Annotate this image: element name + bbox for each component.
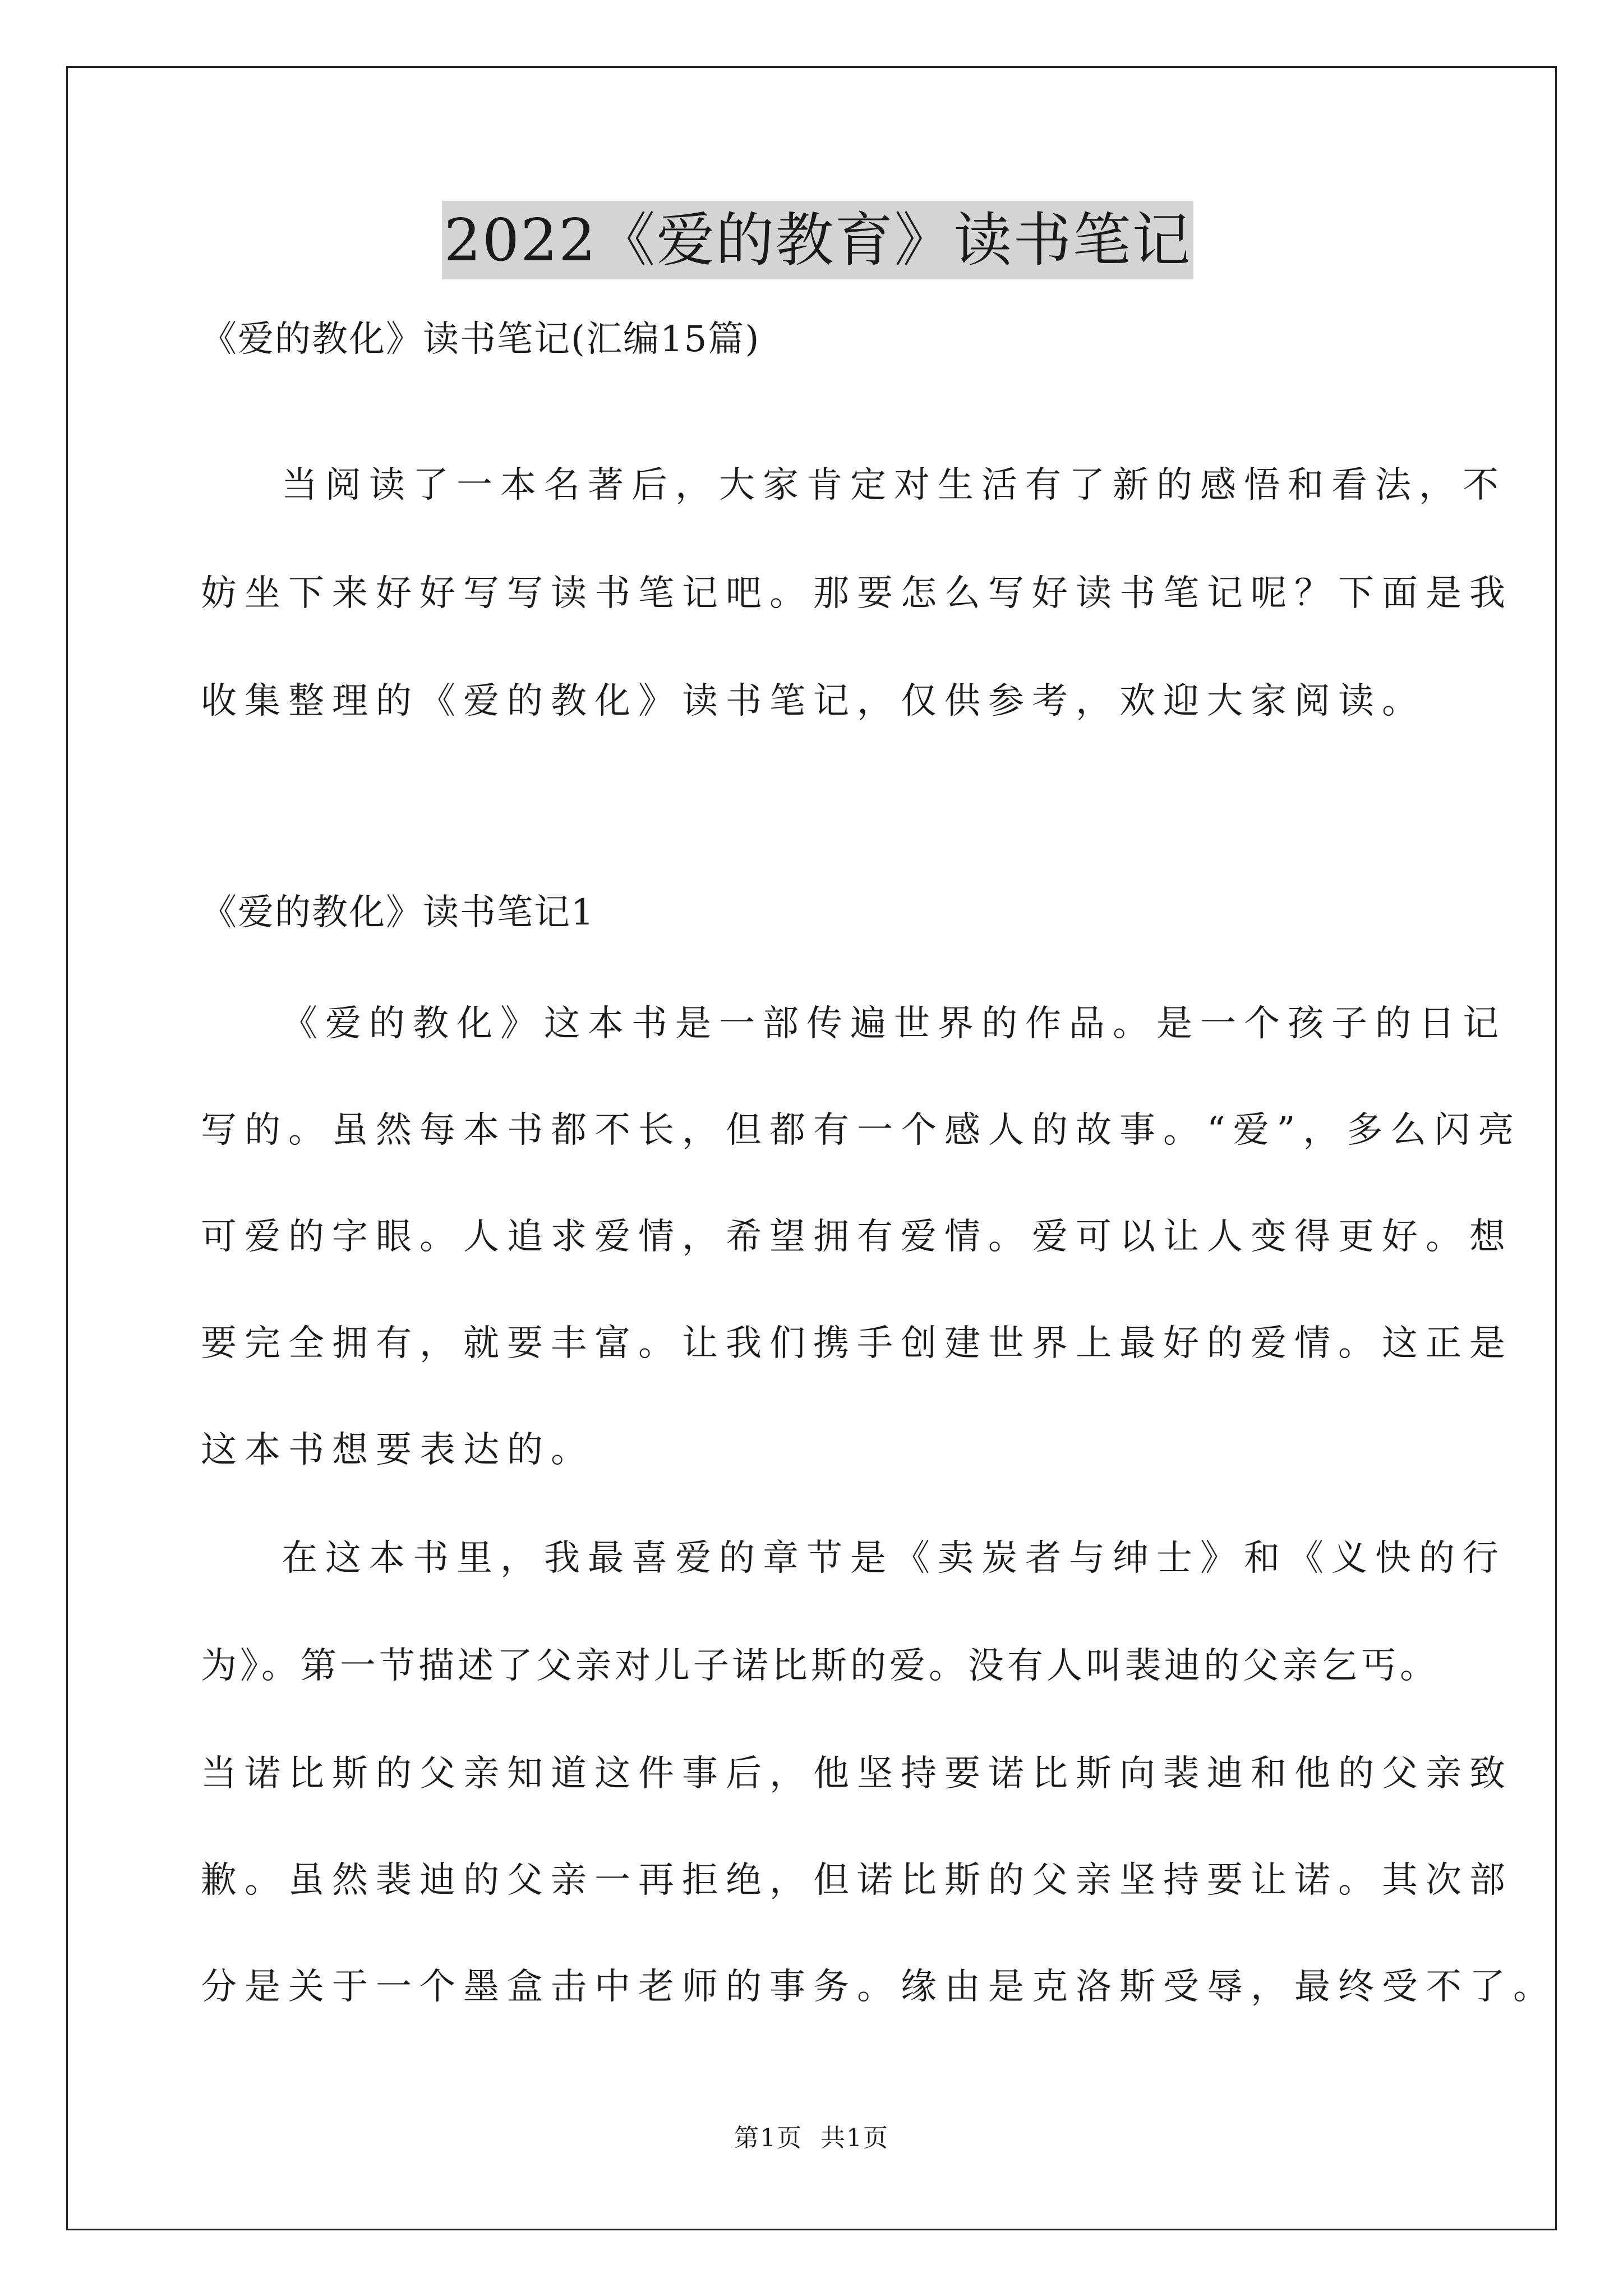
intro-line: 妨坐下来好好写写读书笔记吧。那要怎么写好读书笔记呢？下面是我 [201,573,1513,614]
paragraph-line: 要完全拥有，就要丰富。让我们携手创建世界上最好的爱情。这正是 [201,1323,1513,1364]
document-title: 2022《爱的教育》读书笔记 [442,201,1194,279]
paragraph-line: 在这本书里，我最喜爱的章节是《卖炭者与绅士》和《义快的行 [282,1538,1506,1579]
paragraph-line: 《爱的教化》这本书是一部传遍世界的作品。是一个孩子的日记 [282,1003,1506,1045]
paragraph-line: 歉。虽然裴迪的父亲一再拒绝，但诺比斯的父亲坚持要让诺。其次部 [201,1860,1513,1901]
section-heading: 《爱的教化》读书笔记1 [201,892,595,933]
paragraph-line: 这本书想要表达的。 [201,1429,594,1471]
paragraph-line: 分是关于一个墨盒击中老师的事务。缘由是克洛斯受辱，最终受不了。 [201,1966,1557,2008]
paragraph-line: 写的。虽然每本书都不长，但都有一个感人的故事。“爱”，多么闪亮 [201,1110,1522,1151]
page-footer [0,2122,1623,2155]
title-container [201,201,1435,279]
document-subtitle: 《爱的教化》读书笔记(汇编15篇) [201,319,760,360]
page-number-total: 共1页 [820,2124,889,2152]
page-number-current: 第1页 [734,2124,803,2152]
paragraph-line: 当诺比斯的父亲知道这件事后，他坚持要诺比斯向裴迪和他的父亲致 [201,1753,1513,1795]
paragraph-line: 可爱的字眼。人追求爱情，希望拥有爱情。爱可以让人变得更好。想 [201,1216,1513,1258]
intro-line: 收集整理的《爱的教化》读书笔记，仅供参考，欢迎大家阅读。 [201,680,1426,722]
paragraph-line: 为》。第一节描述了父亲对儿子诺比斯的爱。没有人叫裴迪的父亲乞丐。 [201,1645,1439,1687]
intro-line: 当阅读了一本名著后，大家肯定对生活有了新的感悟和看法，不 [282,464,1506,506]
